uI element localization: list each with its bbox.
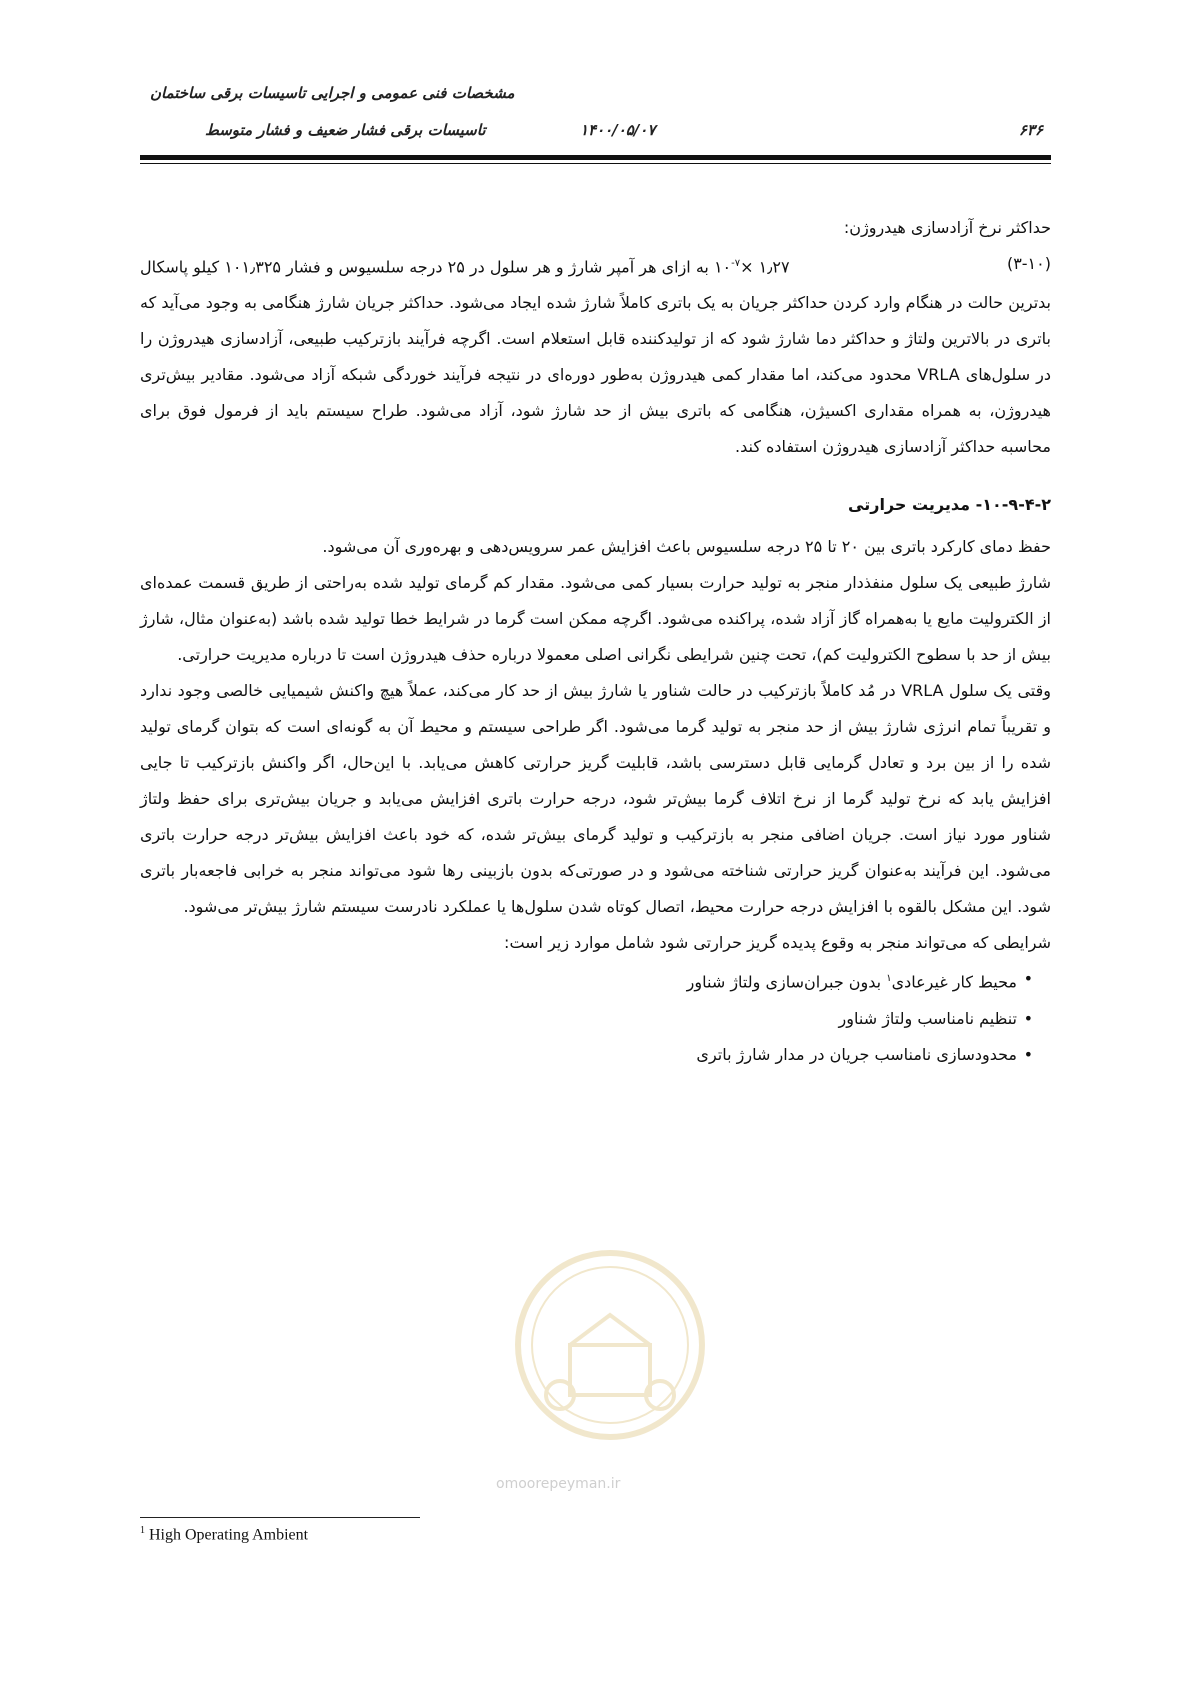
formula-line — [140, 246, 1051, 285]
bullet-glyph: • — [1023, 1044, 1033, 1064]
paragraph-vrla: وقتی یک سلول VRLA در مُد کاملاً بازترکیب در حالت شناور یا شارژ بیش از حد کار می‌کند، عملاً هیچ واکنش شیمیایی خالصی وجود ندارد و تقریباً تمام انرژی شارژ بیش از حد منجر به تولید گرما می‌شود. اگر طراحی سیستم و محیط آن به گونه‌ای است که بتوان گرمای تولید شده را از بین برد و تعادل گرمایی قابل دسترسی باشد، قابلیت گریز حرارتی کاهش می‌یابد. با این‌حال، اگر واکنش بازترکیب تا جایی افزایش یابد که نرخ تولید گرما از نرخ اتلاف گرما بیش‌تر شود، درجه حرارت باتری افزایش می‌یابد و جریان بیش‌تری برای حفظ ولتاژ شناور مورد نیاز است. جریان اضافی منجر به بازترکیب و تولید گرمای بیش‌تر شده، که خود باعث افزایش بیش‌تر درجه حرارت باتری می‌شود. این فرآیند به‌عنوان گریز حرارتی شناخته می‌شود و در صورتی‌که بدون بازبینی رها شود می‌تواند منجر به خرابی فاجعه‌بار باتری شود. این مشکل بالقوه با افزایش درجه حرارت محیط، اتصال کوتاه شدن سلول‌ها یا عملکرد نادرست سیستم شارژ بیش‌تر می‌شود. — [140, 681, 1051, 917]
watermark-logo — [510, 1245, 710, 1445]
list-item-text: تنظیم نامناسب ولتاژ شناور — [838, 1008, 1017, 1028]
footnote-text: High Operating Ambient — [145, 1526, 309, 1544]
section-heading: ۱۰-۹-۴-۲- مدیریت حرارتی — [848, 495, 1051, 515]
list-item-text: محیط کار غیرعادی — [891, 972, 1017, 992]
footnote — [140, 1525, 308, 1544]
footnote-marker: 1 — [140, 1525, 145, 1536]
formula-text — [140, 246, 790, 285]
book-title: مشخصات فنی عمومی و اجرایی تاسیسات برقی ساختمان — [150, 84, 515, 102]
list-item — [140, 1001, 1033, 1037]
formula-coefficient: ۱٫۲۷ ×۱۰ — [713, 257, 790, 277]
footnote-reference[interactable]: ۱ — [886, 973, 892, 985]
page-body — [140, 210, 1051, 1073]
header-rule-thin — [140, 163, 1051, 164]
page-number: ۶۳۶ — [1018, 121, 1043, 139]
header-rule-thick — [140, 155, 1051, 160]
formula-description: به ازای هر آمپر شارژ و هر سلول در ۲۵ درجه سلسیوس و فشار ۱۰۱٫۳۲۵ کیلو پاسکال — [140, 257, 714, 277]
spacer — [140, 465, 1051, 487]
formula-number: (۳-۱۰) — [1006, 254, 1051, 273]
formula-exponent: -۷ — [731, 258, 741, 269]
header-date: ۱۴۰۰/۰۵/۰۷ — [580, 121, 656, 139]
hydrogen-rate-title: حداکثر نرخ آزادسازی هیدروژن: — [843, 218, 1051, 237]
conditions-list — [140, 961, 1051, 1072]
running-header — [140, 121, 1051, 143]
list-item — [140, 1037, 1033, 1073]
footnote-rule — [140, 1517, 420, 1518]
bullet-glyph: • — [1023, 1008, 1033, 1028]
list-item-text: محدودسازی نامناسب جریان در مدار شارژ باتری — [696, 1044, 1017, 1064]
paragraph-hydrogen: بدترین حالت در هنگام وارد کردن حداکثر جریان به یک باتری کاملاً شارژ شده ایجاد می‌شود. حداکثر جریان شارژ هنگامی به وجود می‌آید که باتری در بالاترین ولتاژ و حداکثر دما شارژ شود که از تولیدکننده قابل استعلام است. اگرچه فرآیند بازترکیب طبیعی، آزادسازی هیدروژن را در سلول‌های VRLA محدود می‌کند، اما مقدار کمی هیدروژن به‌طور دوره‌ای در نتیجه فرآیند خوردگی شبکه آزاد می‌شود. مقادیر بیش‌تری هیدروژن، به همراه مقداری اکسیژن، هنگامی که باتری بیش از حد شارژ شود، آزاد می‌شود. طراح سیستم باید از فرمول فوق برای محاسبه حداکثر آزادسازی هیدروژن استفاده کند. — [140, 293, 1052, 457]
section-title: تاسیسات برقی فشار ضعیف و فشار متوسط — [205, 121, 486, 139]
watermark-url: omoorepeyman.ir — [496, 1476, 621, 1492]
paragraph-temperature: حفظ دمای کارکرد باتری بین ۲۰ تا ۲۵ درجه سلسیوس باعث افزایش عمر سرویس‌دهی و بهره‌وری آن می‌شود. — [322, 537, 1051, 557]
list-item — [140, 961, 1033, 1000]
bullet-glyph: • — [1023, 969, 1033, 989]
paragraph-conditions-intro: شرایطی که می‌تواند منجر به وقوع پدیده گریز حرارتی شود شامل موارد زیر است: — [504, 933, 1051, 953]
list-item-text: بدون جبران‌سازی ولتاژ شناور — [686, 972, 887, 992]
paragraph-vented-cell: شارژ طبیعی یک سلول منفذدار منجر به تولید حرارت بسیار کمی می‌شود. مقدار کم گرمای تولید شده به‌راحتی از طریق قسمت عمده‌ای از الکترولیت مایع یا به‌همراه گاز آزاد شده، پراکنده می‌شود. اگرچه ممکن است گرما در شرایط خطا تولید شده باشد (به‌عنوان مثال، شارژ بیش از حد با سطوح الکترولیت کم)، تحت چنین شرایطی نگرانی اصلی معمولا درباره حذف هیدروژن است تا درباره مدیریت حرارتی. — [140, 573, 1051, 665]
